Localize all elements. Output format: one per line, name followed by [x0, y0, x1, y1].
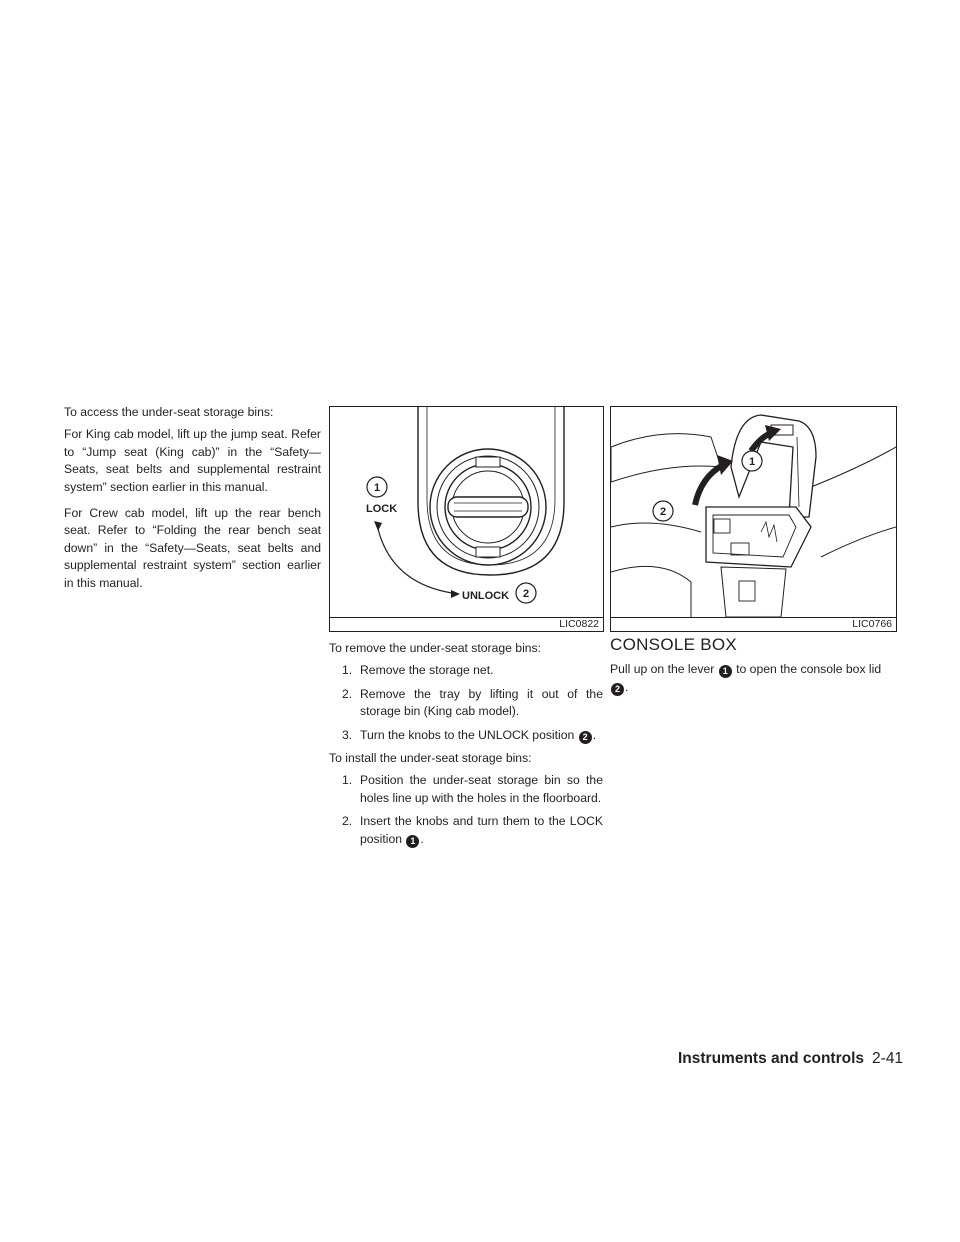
install-steps: [329, 772, 603, 848]
step-text: Position the under-seat storage bin so the holes line up with the holes in the floorboard.: [360, 773, 603, 805]
figure-code: LIC0766: [852, 618, 892, 630]
console-text-b: to open the console box lid: [736, 662, 882, 677]
callout-2-text: 2: [522, 588, 530, 600]
knob-illustration: [330, 407, 603, 631]
storage-intro: To access the under-seat storage bins:: [64, 405, 274, 419]
lock-label: LOCK: [366, 503, 398, 515]
figure-code: LIC0822: [559, 618, 599, 630]
list-item: [329, 727, 603, 744]
right-column: [610, 636, 896, 705]
install-intro: To install the under-seat storage bins:: [329, 751, 532, 766]
step-number: 2.: [342, 686, 353, 701]
step-number: 3.: [342, 727, 353, 742]
step-text: Remove the tray by lifting it out of the storage bin (King cab model).: [360, 686, 603, 719]
callout-icon: 2: [579, 731, 592, 744]
console-illustration: [611, 407, 896, 631]
step-number: 1.: [342, 663, 353, 678]
callout-icon: 2: [611, 683, 624, 696]
lock-unlock-figure: [329, 406, 604, 632]
console-end: .: [625, 679, 629, 694]
footer-section: Instruments and controls: [678, 1050, 865, 1067]
page-footer: [678, 1050, 903, 1068]
list-item: [329, 813, 603, 848]
console-paragraph: [610, 661, 896, 696]
list-item: [329, 662, 603, 679]
list-item: [329, 772, 603, 807]
section-heading: CONSOLE BOX: [610, 635, 738, 654]
console-box-figure: [610, 406, 897, 632]
callout-icon: 1: [719, 665, 732, 678]
remove-intro: To remove the under-seat storage bins:: [329, 641, 542, 655]
callout-1-text: 1: [373, 482, 381, 494]
unlock-label: UNLOCK: [462, 590, 510, 602]
left-column: [64, 404, 321, 601]
callout-lever-text: 1: [748, 456, 756, 468]
step-text: Insert the knobs and turn them to the LOCK position: [360, 814, 603, 846]
step-end: .: [592, 727, 597, 742]
callout-lid-text: 2: [659, 506, 667, 518]
step-end: .: [420, 831, 424, 846]
middle-column: [329, 640, 603, 854]
step-text: Turn the knobs to the UNLOCK position: [360, 727, 575, 742]
page-number: 2-41: [872, 1050, 904, 1067]
remove-steps: [329, 662, 603, 744]
crew-cab-paragraph: For Crew cab model, lift up the rear bench seat. Refer to “Folding the rear bench seat down” in the “Safety—Seats, seat belts and supplemental restraint system” section earlier in this manual.: [64, 506, 321, 590]
step-number: 2.: [342, 814, 353, 829]
step-text: Remove the storage net.: [360, 663, 494, 678]
list-item: [329, 686, 603, 721]
callout-icon: 1: [406, 835, 419, 848]
king-cab-paragraph: For King cab model, lift up the jump seat. Refer to “Jump seat (King cab)” in the “Safety—Seats, seat belts and supplemental restraint system” section earlier in this manual.: [64, 427, 321, 494]
step-number: 1.: [342, 773, 353, 788]
console-text-a: Pull up on the lever: [610, 662, 715, 677]
